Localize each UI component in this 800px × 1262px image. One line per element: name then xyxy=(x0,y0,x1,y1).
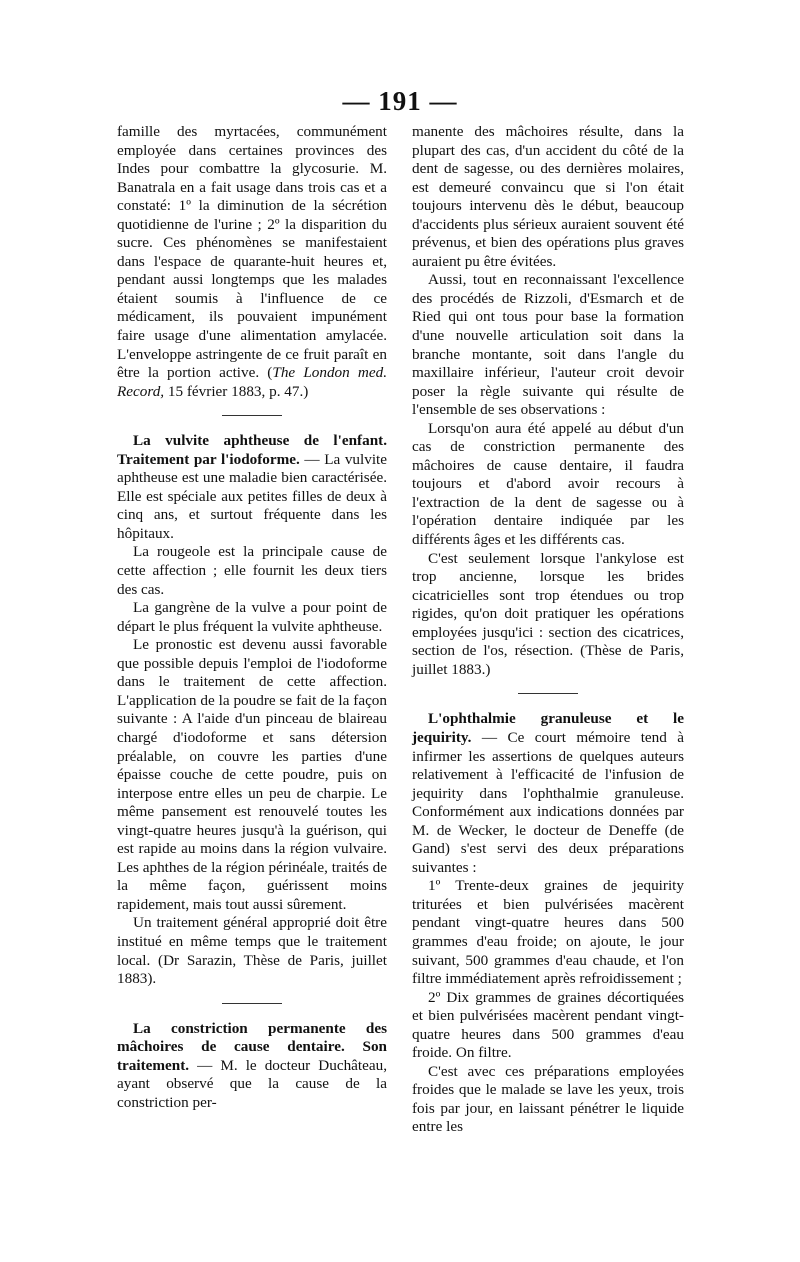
section-title: L'ophthalmie granuleuse et le jequirity. xyxy=(412,710,684,746)
paragraph: 1º Trente-deux graines de jequirity triturées et bien pulvérisées macèrent pendant vingt-quatre heures dans 500 grammes d'eau froide; on ajoute, le jour suivant, 500 grammes d'eau chaude, et l'on filtre immédiatement après refroidissement ; xyxy=(412,877,684,988)
right-column xyxy=(412,123,684,1137)
paragraph: Aussi, tout en reconnaissant l'excellence des procédés de Rizzoli, d'Esmarch et de Ried qui ont tous pour base la formation d'une nouvelle articulation soit dans la branche montante, soit dans l'angle du maxillaire inférieur, l'auteur croit devoir poser la règle suivante qui résulte de l'ensemble de ses observations : xyxy=(412,271,684,419)
paragraph: C'est seulement lorsque l'ankylose est trop ancienne, lorsque les brides cicatricielles sont trop étendues ou trop rigides, qu'on doit pratiquer les opérations employées jusqu'ici : section des cicatrices, section de l'os, résection. (Thèse de Paris, juillet 1883.) xyxy=(412,549,684,678)
section-separator xyxy=(222,1003,282,1004)
section-ophthalmie xyxy=(412,710,684,877)
paragraph: 2º Dix grammes de graines décortiquées et bien pulvérisées macèrent pendant vingt-quatre heures dans 500 grammes d'eau froide. On filtre. xyxy=(412,988,684,1062)
paragraph xyxy=(117,123,387,401)
paragraph-text: — M. le docteur Duchâteau, ayant observé que la cause de la constriction per- xyxy=(117,1056,387,1111)
paragraph: Le pronostic est devenu aussi favorable que possible depuis l'emploi de l'iodoforme dans le traitement de cette affection. L'application de la poudre se fait de la façon suivante : A l'aide d'un pinceau de blaireau chargé d'iodoforme et sans détersion préalable, on couvre les parties d'une épaisse couche de cette poudre, puis on interpose entre elles un peu de charpie. Le même pansement est renouvelé toutes les vingt-quatre heures jusqu'à la guérison, qui est rapide au moins dans la région vulvaire. Les aphthes de la région périnéale, traités de la même façon, guérissent moins rapidement, mais tout aussi sûrement. xyxy=(117,636,387,913)
section-separator xyxy=(222,415,282,416)
paragraph: Un traitement général approprié doit être institué en même temps que le traitement local. (Dr Sarazin, Thèse de Paris, juillet 1883). xyxy=(117,914,387,988)
paragraph: La rougeole est la principale cause de cette affection ; elle fournit les deux tiers des cas. xyxy=(117,543,387,598)
paragraph: manente des mâchoires résulte, dans la plupart des cas, d'un accident du côté de la dent de sagesse, ou des dernières molaires, est demeuré convaincu que si l'on était toujours intervenu dès le début, beaucoup d'accidents plus sérieux auraient souvent été prévenus, et bien des opérations plus graves auraient pu être évitées. xyxy=(412,123,684,270)
section-title: La constriction permanente des mâchoires de cause dentaire. Son traitement. xyxy=(117,1019,387,1074)
paragraph-text: 15 février 1883, p. 47.) xyxy=(164,382,309,400)
paragraph-text: famille des myrtacées, communément employée dans certaines provinces des Indes pour combattre la glycosurie. M. Banatrala en a fait usage dans trois cas et a constaté: 1º la diminution de la sécrétion quotidienne de l'urine ; 2º la disparition du sucre. Ces phénomènes se manifestaient dans l'espace de quarante-huit heures et, pendant aussi longtemps que les malades étaient soumis à l'influence de ce médicament, ils pouvaient impunément faire usage d'une alimentation amylacée. L'enveloppe astringente de ce fruit paraît en être la portion active. ( xyxy=(117,123,387,382)
paragraph: C'est avec ces préparations employées froides que le malade se lave les yeux, trois fois par jour, en laissant pénétrer le liquide entre les xyxy=(412,1062,684,1136)
page-number: — 191 — xyxy=(342,86,458,116)
paragraph-text: — Ce court mémoire tend à infirmer les assertions de quelques auteurs relativement à l'efficacité de l'infusion de jequirity dans l'ophthalmie granuleuse. Conformément aux indications données par M. de Wecker, le docteur de Deneffe (de Gand) s'est servi des deux préparations suivantes : xyxy=(412,728,684,876)
section-separator xyxy=(518,693,578,694)
paragraph: Lorsqu'on aura été appelé au début d'un cas de constriction permanente des mâchoires de cause dentaire, il faudra toujours et d'abord avoir recours à l'extraction de la dent de sagesse ou à l'opération dentaire indiquée par les différents âges et les différents cas. xyxy=(412,419,684,549)
paragraph-text: — La vulvite aphtheuse est une maladie bien caractérisée. Elle est spéciale aux petites filles de deux à cinq ans, et surtout fréquente dans les hôpitaux. xyxy=(117,450,387,542)
section-constriction xyxy=(117,1020,387,1113)
left-column xyxy=(117,123,387,1112)
source-citation: The London med. Record, xyxy=(117,364,388,400)
section-title: La vulvite aphtheuse de l'enfant. Traitement par l'iodoforme. xyxy=(117,432,387,468)
paragraph: La gangrène de la vulve a pour point de départ le plus fréquent la vulvite aphtheuse. xyxy=(117,599,387,635)
section-vulvite xyxy=(117,432,387,543)
